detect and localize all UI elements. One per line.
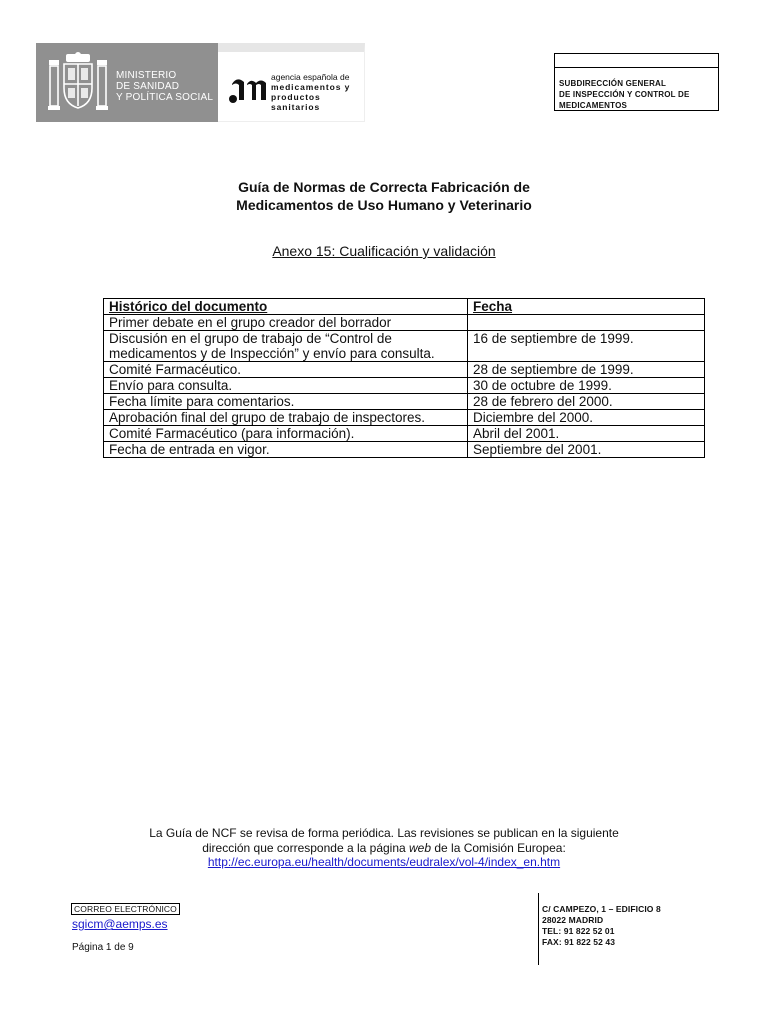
table-row [104,394,705,410]
subdireccion-line: DE INSPECCIÓN Y CONTROL DE [559,90,690,99]
agency-name: agencia española de medicamentos y productos sanitarios [271,72,351,112]
table-cell: 30 de octubre de 1999. [468,378,705,394]
table-cell: Comité Farmacéutico (para información). [104,426,468,442]
subdireccion-box [554,53,719,111]
agency-logo [218,43,365,122]
note-line: La Guía de NCF se revisa de forma periódica. Las revisiones se publican en la siguiente [149,826,619,840]
table-row [104,331,705,362]
table-row [104,426,705,442]
address-block: C/ CAMPEZO, 1 – EDIFICIO 8 28022 MADRID TEL: 91 822 52 01 FAX: 91 822 52 43 [542,904,661,947]
table-header-row [104,299,705,315]
subdireccion-line: SUBDIRECCIÓN GENERAL [559,79,667,88]
document-title: Guía de Normas de Correcta Fabricación de Medicamentos de Uso Humano y Veterinario [236,179,532,213]
column-header: Fecha [468,299,705,315]
table-row [104,442,705,458]
table-cell: Diciembre del 2000. [468,410,705,426]
revision-note [0,826,768,870]
table-cell: Comité Farmacéutico. [104,362,468,378]
table-cell: Envío para consulta. [104,378,468,394]
page-number: Página 1 de 9 [72,942,134,953]
table-row [104,315,705,331]
table-row [104,410,705,426]
table-cell: 16 de septiembre de 1999. [468,331,705,362]
annex-title: Anexo 15: Cualificación y validación [272,243,496,259]
column-header: Histórico del documento [104,299,468,315]
eudralex-link[interactable]: http://ec.europa.eu/health/documents/eudralex/vol-4/index_en.htm [207,855,561,869]
table-cell: Fecha de entrada en vigor. [104,442,468,458]
table-cell: Primer debate en el grupo creador del borrador [104,315,468,331]
table-cell [468,315,705,331]
table-cell: Aprobación final del grupo de trabajo de inspectores. [104,410,468,426]
table-cell: Fecha límite para comentarios. [104,394,468,410]
subdireccion-line: MEDICAMENTOS [559,101,628,110]
table-cell: 28 de septiembre de 1999. [468,362,705,378]
table-row [104,362,705,378]
table-cell: 28 de febrero del 2000. [468,394,705,410]
note-line: dirección que corresponde a la página web de la Comisión Europea: [202,840,566,855]
ministry-name: MINISTERIO DE SANIDAD Y POLÍTICA SOCIAL [116,70,214,103]
ministry-logo [36,43,218,122]
agency-am-icon [228,74,270,104]
table-cell: Abril del 2001. [468,426,705,442]
table-cell: Septiembre del 2001. [468,442,705,458]
email-link[interactable]: sgicm@aemps.es [72,917,168,931]
table-cell: Discusión en el grupo de trabajo de “Control de medicamentos y de Inspección” y envío para consulta. [104,331,468,362]
email-label: CORREO ELECTRÓNICO [71,903,180,915]
table-row [104,378,705,394]
footer-divider [538,893,539,965]
coat-of-arms-icon [48,52,108,116]
history-table [103,298,705,458]
